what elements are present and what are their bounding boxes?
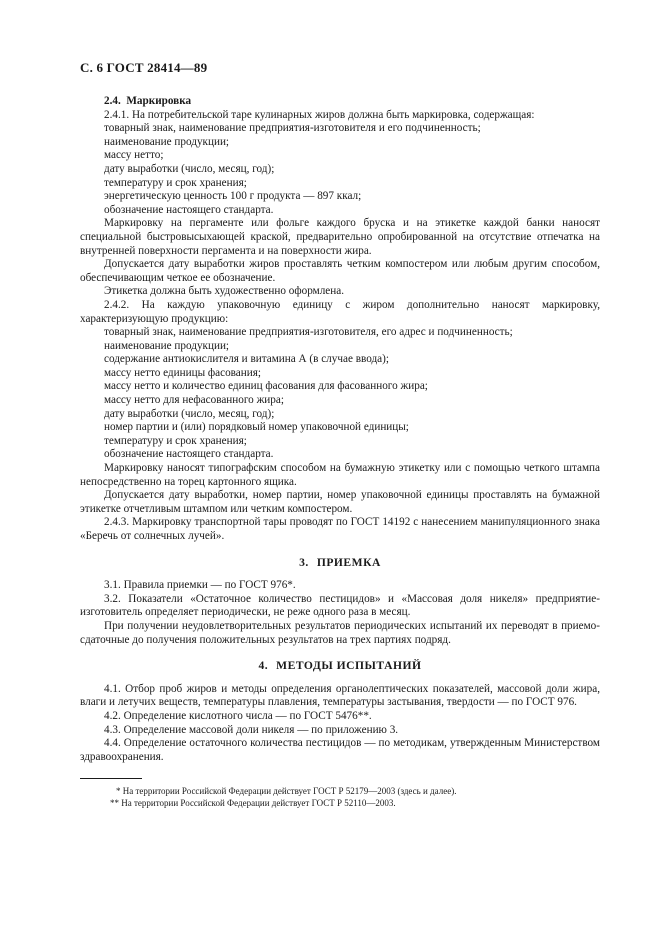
paragraph-4-4: 4.4. Определение остаточного количества пестицидов — по методикам, утвержденным Министерством здравоохранения. [80, 737, 600, 763]
list-item: массу нетто единицы фасования; [104, 366, 261, 379]
section-4-title: МЕТОДЫ ИСПЫТАНИЙ [276, 659, 422, 673]
list-item: энергетическую ценность 100 г продукта — 897 ккал; [104, 190, 362, 203]
list-item: дату выработки (число, месяц, год); [104, 407, 275, 420]
paragraph-3-1: 3.1. Правила приемки — по ГОСТ 976*. [104, 579, 296, 592]
list-item: товарный знак, наименование предприятия-изготовителя и его подчиненность; [104, 122, 481, 135]
section-2-4-number: 2.4. [104, 95, 121, 107]
marking-list-consumer [80, 122, 600, 217]
list-item: массу нетто; [104, 149, 164, 162]
section-4-heading [80, 659, 600, 673]
page-header: С. 6 ГОСТ 28414—89 [80, 60, 208, 75]
footnote-2: ** На территории Российской Федерации действует ГОСТ Р 52110—2003. [110, 798, 396, 809]
paragraph-4-3: 4.3. Определение массовой доли никеля — по приложению 3. [104, 723, 399, 736]
section-3-title: ПРИЕМКА [316, 555, 381, 569]
paragraph-date-stamp: Допускается дату выработки жиров проставлять четким компостером или любым другим способом, обеспечивающим четкое ее обозначение. [80, 258, 600, 284]
list-item: номер партии и (или) порядковый номер упаковочной единицы; [104, 421, 409, 434]
section-4-number: 4. [258, 659, 269, 673]
paragraph-3-2: 3.2. Показатели «Остаточное количество пестицидов» и «Массовая доля никеля» предприятие-изготовитель определяет периодически, не реже одного раза в месяц. [80, 592, 600, 619]
list-item: массу нетто для нефасованного жира; [104, 394, 284, 407]
list-item: дату выработки (число, месяц, год); [104, 162, 275, 175]
list-item: температуру и срок хранения; [104, 434, 247, 447]
section-3-number: 3. [299, 555, 309, 569]
list-item: товарный знак, наименование предприятия-изготовителя, его адрес и подчиненность; [104, 326, 513, 339]
list-item: обозначение настоящего стандарта. [104, 448, 274, 461]
section-2-4-heading [80, 95, 600, 109]
document-body [80, 95, 600, 809]
marking-list-package [80, 326, 600, 462]
paragraph-2-4-1: 2.4.1. На потребительской таре кулинарных жиров должна быть маркировка, содержащая: [104, 108, 535, 121]
paragraph-2-4-2: 2.4.2. На каждую упаковочную единицу с жиром дополнительно наносят маркировку, характеризующую продукцию: [80, 298, 600, 325]
footnote-divider [80, 778, 142, 779]
section-3-heading [80, 556, 600, 570]
paragraph-2-4-3: 2.4.3. Маркировку транспортной тары проводят по ГОСТ 14192 с нанесением манипуляционного знака «Беречь от солнечных лучей». [80, 516, 600, 542]
paragraph-typography: Маркировку наносят типографским способом на бумажную этикетку или с помощью четкого штампа непосредственно на торец картонного ящика. [80, 462, 600, 488]
footnote-1: * На территории Российской Федерации действует ГОСТ Р 52179—2003 (здесь и далее). [116, 786, 457, 797]
paragraph-label-design: Этикетка должна быть художественно оформлена. [104, 285, 345, 298]
paragraph-4-2: 4.2. Определение кислотного числа — по ГОСТ 5476**. [104, 709, 372, 722]
list-item: массу нетто и количество единиц фасования для фасованного жира; [104, 380, 428, 393]
list-item: содержание антиокислителя и витамина А (в случае ввода); [104, 353, 389, 366]
paragraph-allowed-stamp: Допускается дату выработки, номер партии, номер упаковочной единицы проставлять на бумажной этикетке отчетливым штампом или четким компостером. [80, 489, 600, 515]
section-2-4-title: Маркировка [126, 95, 192, 107]
paragraph-4-1: 4.1. Отбор проб жиров и методы определения органолептических показателей, массовой доли жира, влаги и летучих веществ, температуры плавления, температуры застывания, твердости — по ГОСТ 976. [80, 682, 600, 709]
list-item: обозначение настоящего стандарта. [104, 203, 274, 216]
list-item: наименование продукции; [104, 339, 230, 352]
list-item: наименование продукции; [104, 135, 230, 148]
list-item: температуру и срок хранения; [104, 176, 247, 189]
paragraph-parchment: Маркировку на пергаменте или фольге каждого бруска и на этикетке каждой банки наносят специальной быстровысыхающей краской, предварительно опробированной на отсутствие отпечатка на внутренней поверхности пергамента и на поверхности жира. [80, 217, 600, 257]
paragraph-3-unsatisfactory: При получении неудовлетворительных результатов периодических испытаний их переводят в приемо-сдаточные до получения положительных результатов на трех партиях подряд. [80, 619, 600, 646]
